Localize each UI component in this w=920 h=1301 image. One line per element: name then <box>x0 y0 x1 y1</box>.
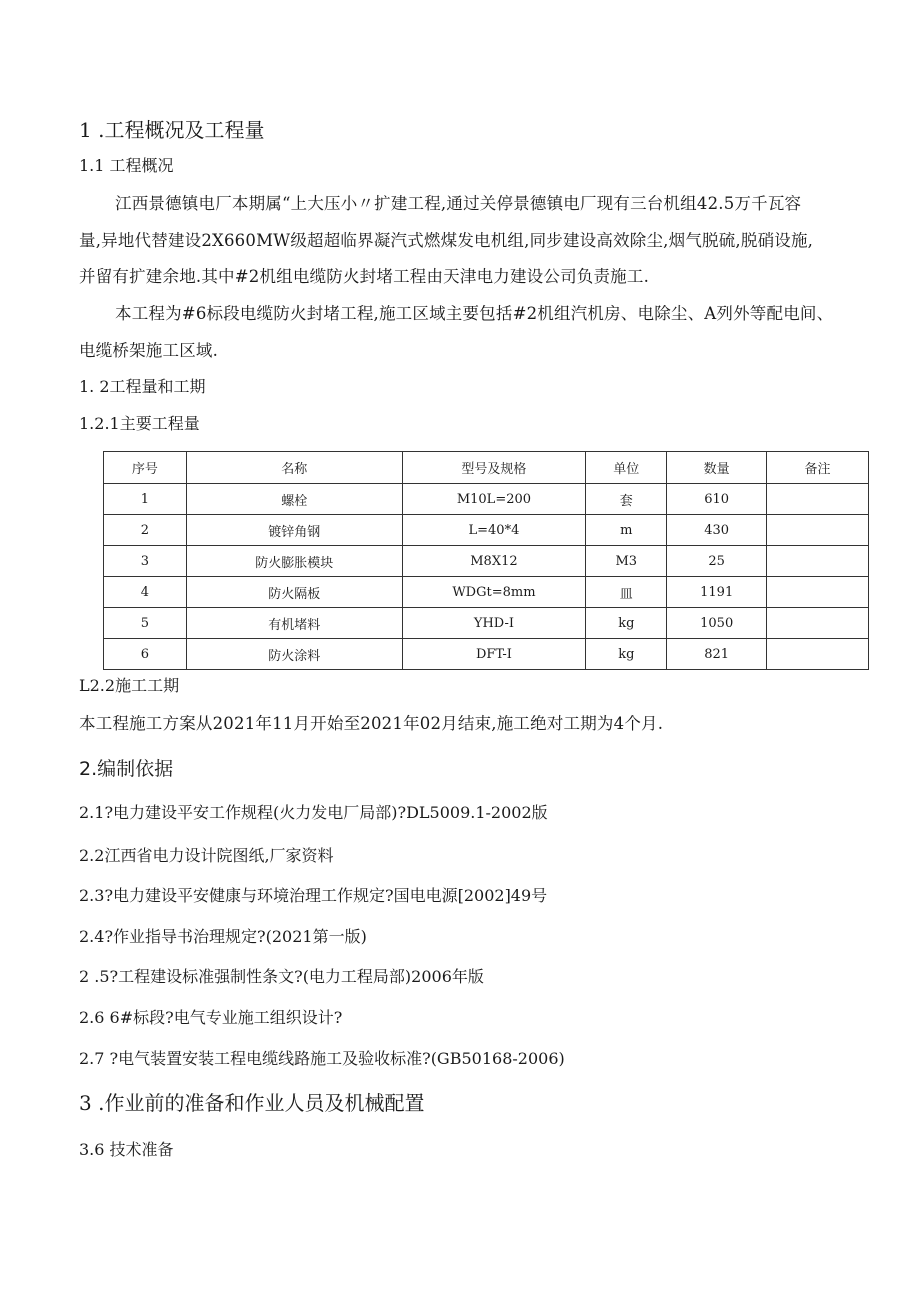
table-header-cell: 备注 <box>767 452 869 484</box>
basis-item: 2.7 ?电气装置安装工程电缆线路施工及验收标准?(GB50168-2006) <box>79 1049 565 1068</box>
subsection-1-2-1-heading: 1.2.1主要工程量 <box>79 414 200 433</box>
basis-item: 2.1?电力建设平安工作规程(火力发电厂局部)?DL5009.1-2002版 <box>79 803 548 822</box>
table-header-row <box>104 452 869 484</box>
table-cell: M3 <box>586 546 667 577</box>
table-cell: m <box>586 515 667 546</box>
table-cell: 25 <box>667 546 767 577</box>
table-cell: 1 <box>104 484 187 515</box>
table-cell: 1191 <box>667 577 767 608</box>
table-cell: 镀锌角钢 <box>186 515 402 546</box>
table-row <box>104 608 869 639</box>
table-cell: 5 <box>104 608 187 639</box>
table-cell: 皿 <box>586 577 667 608</box>
table-cell: 4 <box>104 577 187 608</box>
table-cell: 套 <box>586 484 667 515</box>
basis-item: 2.6 6#标段?电气专业施工组织设计? <box>79 1008 343 1027</box>
paragraph-1-line-1: 江西景德镇电厂本期属“上大压小〃扩建工程,通过关停景德镇电厂现有三台机组42.5万千瓦容 <box>115 194 802 213</box>
table-cell: 821 <box>667 639 767 670</box>
paragraph-1-line-3: 并留有扩建余地.其中#2机组电缆防火封堵工程由天津电力建设公司负责施工. <box>79 267 650 286</box>
table-header-cell: 名称 <box>186 452 402 484</box>
table-cell: 430 <box>667 515 767 546</box>
table-cell: 有机堵料 <box>186 608 402 639</box>
table-cell: 防火膨胀模块 <box>186 546 402 577</box>
table-row <box>104 515 869 546</box>
paragraph-2-line-1: 本工程为#6标段电缆防火封堵工程,施工区域主要包括#2机组汽机房、电除尘、A列外等配电间、 <box>115 304 834 323</box>
table-cell: L=40*4 <box>402 515 586 546</box>
section-2-heading: 2.编制依据 <box>79 758 174 780</box>
table-header-cell: 序号 <box>104 452 187 484</box>
table-cell: 3 <box>104 546 187 577</box>
basis-item: 2 .5?工程建设标准强制性条文?(电力工程局部)2006年版 <box>79 967 484 986</box>
table-cell: 螺栓 <box>186 484 402 515</box>
table-cell: WDGt=8mm <box>402 577 586 608</box>
table-cell <box>767 484 869 515</box>
table-cell: 防火隔板 <box>186 577 402 608</box>
table-cell <box>767 515 869 546</box>
table-cell: 1050 <box>667 608 767 639</box>
table-cell: 2 <box>104 515 187 546</box>
table-cell: kg <box>586 639 667 670</box>
basis-item: 2.4?作业指导书治理规定?(2021第一版) <box>79 927 367 946</box>
section-3-heading: 3 .作业前的准备和作业人员及机械配置 <box>79 1091 425 1115</box>
subsection-1-2-2-heading: L2.2施工工期 <box>79 676 180 695</box>
table-cell: YHD-I <box>402 608 586 639</box>
paragraph-1-line-2: 量,异地代替建设2X660MW级超超临界凝汽式燃煤发电机组,同步建设高效除尘,烟气脱硫,脱硝设施, <box>79 231 814 250</box>
basis-item: 2.2江西省电力设计院图纸,厂家资料 <box>79 846 334 865</box>
table-row <box>104 484 869 515</box>
table-header-cell: 型号及规格 <box>402 452 586 484</box>
table-cell: 6 <box>104 639 187 670</box>
table-header-cell: 数量 <box>667 452 767 484</box>
paragraph-2-line-2: 电缆桥架施工区域. <box>79 341 219 360</box>
subsection-1-1-heading: 1.1 工程概况 <box>79 156 174 175</box>
table-cell: 610 <box>667 484 767 515</box>
table-cell: DFT-I <box>402 639 586 670</box>
table-cell <box>767 546 869 577</box>
schedule-paragraph: 本工程施工方案从2021年11月开始至2021年02月结束,施工绝对工期为4个月. <box>79 714 664 733</box>
table-row <box>104 577 869 608</box>
table-row <box>104 546 869 577</box>
subsection-3-6-heading: 3.6 技术准备 <box>79 1140 174 1159</box>
table-header-cell: 单位 <box>586 452 667 484</box>
table-cell <box>767 577 869 608</box>
quantity-table <box>103 451 869 670</box>
table-cell: M8X12 <box>402 546 586 577</box>
subsection-1-2-heading: 1. 2工程量和工期 <box>79 377 206 396</box>
basis-item: 2.3?电力建设平安健康与环境治理工作规定?国电电源[2002]49号 <box>79 886 548 905</box>
table-cell: kg <box>586 608 667 639</box>
table-cell: M10L=200 <box>402 484 586 515</box>
table-cell <box>767 639 869 670</box>
section-1-heading: 1 .工程概况及工程量 <box>79 118 265 142</box>
table-cell <box>767 608 869 639</box>
table-row <box>104 639 869 670</box>
table-cell: 防火涂料 <box>186 639 402 670</box>
